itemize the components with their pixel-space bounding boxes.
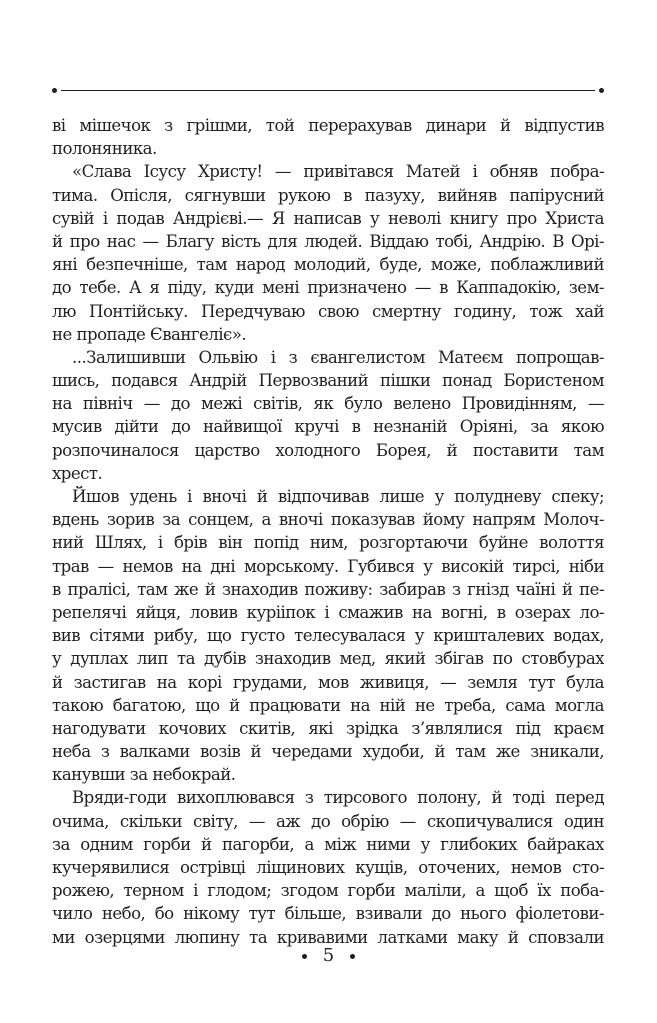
text-line: хрест. [52,463,103,483]
text-line: сувій і подав Андрієві.— Я написав у неволі книгу про Христа [52,208,604,228]
text-line: вив сітями рибу, що густо телесувалася у кришталевих водах, [52,626,604,646]
text-line: й застигав на корі грудами, мов живиця, — земля тут була [52,672,604,692]
header-rule-right-dot [599,88,604,93]
text-line: такою багатою, що й працювати на ній не треба, сама могла [52,695,604,715]
text-line: Вряди-годи вихоплювався з тирсового полону, й тоді перед [72,788,604,808]
text-line: ний Шлях, і брів він попід ним, розгортаючи буйне волоття [52,533,604,553]
text-line: розпочиналося царство холодного Борея, й поставити там [52,440,604,460]
text-line: ві мішечок з грішми, той перерахував динари й відпустив [52,116,604,135]
text-line: лю Понтійську. Передчуваю свою смертну годину, тож хай [52,301,604,321]
header-rule [52,86,604,96]
header-rule-left-dot [52,88,57,93]
text-line: не пропаде Євангеліє». [52,324,247,344]
text-line: Йшов удень і вночі й відпочивав лише у полудневу спеку; [72,487,604,506]
text-line: кучерявилися острівці ліщинових кущів, оточених, немов сто- [52,858,604,877]
text-line: тима. Опісля, сягнувши рукою в пазуху, вийняв папірусний [52,185,604,205]
text-line: полоняника. [52,139,157,159]
text-line: шись, подався Андрій Первозваний пішки понад Бористеном [52,371,604,391]
text-line: очима, скільки світу, — аж до обрію — скопичувалися один [52,811,604,831]
text-line: рожею, терном і глодом; згодом горби маліли, а щоб їх поба- [52,881,604,901]
footer-left-bullet [302,954,307,959]
text-line: нагодувати кочових скитів, які зрідка з’являлися під краєм [52,718,604,738]
text-line: вдень зорив за сонцем, а вночі показував йому напрям Молоч- [52,510,604,530]
text-line: мусив дійти до найвищої кручі в незнаній Оріяні, за якою [52,417,604,437]
header-rule-line [61,90,595,91]
page-number: 5 [322,945,335,966]
body-text [52,114,604,949]
page-footer [0,944,657,968]
text-line: у дуплах лип та дубів знаходив мед, який збігав по стовбурах [52,649,604,669]
text-line: «Слава Ісусу Христу! — привітався Матей і обняв побра- [72,162,604,182]
text-line: чило небо, бо нікому тут більше, взивали до нього фіолетови- [52,904,604,924]
text-line: репелячі яйця, ловив курііпок і смажив на вогні, в озерах ло- [52,602,604,622]
text-line: неба з валками возів й чередами худоби, й там же зникали, [52,742,604,762]
text-line: за одним горби й пагорби, а між ними у глибоких байраках [52,834,604,854]
text-line: на північ — до межі світів, як було велено Провидінням, — [52,394,604,414]
text-line: ...Залишивши Ольвію і з євангелистом Матеєм попрощав- [72,347,604,367]
text-line: трав — немов на дні морському. Губився у високій тирсі, ніби [52,556,604,576]
text-line: ми озерцями люпину та кривавими латками маку й сповзали [52,927,604,947]
footer-right-bullet [350,954,355,959]
text-line: канувши за небокрай. [52,765,236,785]
text-line: до тебе. А я піду, куди мені призначено — в Каппадокію, зем- [52,278,604,298]
text-line: яні безпечніше, там народ молодий, буде, може, поблажливий [52,255,604,275]
text-line: й про нас — Благу вість для людей. Віддаю тобі, Андрію. В Орі- [52,231,604,251]
text-line: в праліcі, там же й знаходив поживу: забирав з гнізд чаїні й пе- [52,579,604,599]
